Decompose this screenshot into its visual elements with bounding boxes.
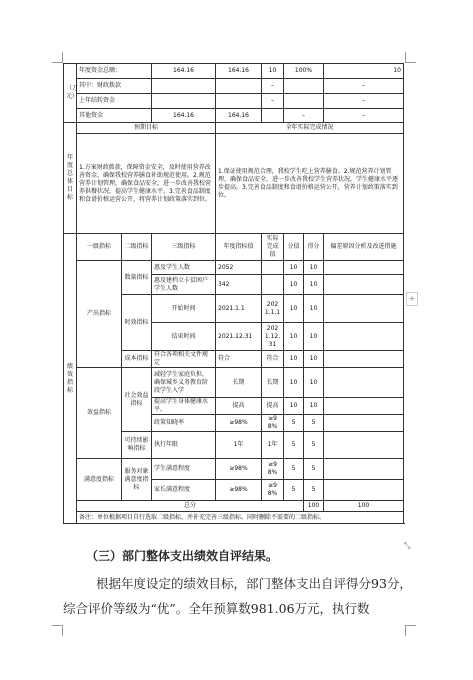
indicator-deviation	[324, 398, 404, 415]
body-paragraph-line-2: 综合评价等级为“优”。全年预算数981.06万元，执行数	[63, 601, 370, 616]
budget-row-fiscal	[64, 79, 404, 94]
quantity-indicator-label: 数量指标	[122, 261, 152, 295]
indicator-target: 2021.1.1	[216, 295, 262, 323]
budget-score: –	[324, 79, 404, 94]
indicator-score: 5	[304, 459, 324, 480]
crop-mark-top-left-v	[62, 52, 63, 63]
goals-header-row	[64, 123, 404, 134]
budget-row-other	[64, 109, 404, 123]
indicator-score: 5	[304, 480, 324, 501]
budget-score: –	[324, 109, 404, 123]
indicator-score: 10	[304, 323, 324, 351]
crop-mark-bottom-right-v	[405, 625, 406, 636]
indicator-deviation	[324, 368, 404, 398]
budget-row-total	[64, 64, 404, 79]
budget-rate: –	[284, 109, 324, 123]
benefit-indicator-label: 效益指标	[77, 368, 122, 459]
budget-score: –	[324, 94, 404, 109]
timeliness-indicator-label: 时效指标	[122, 295, 152, 351]
performance-table	[63, 63, 404, 524]
indicator-deviation	[324, 459, 404, 480]
indicator-weight: 10	[284, 295, 304, 323]
indicator-score: 10	[304, 261, 324, 275]
budget-label: 上年结转资金	[77, 94, 152, 109]
indicator-name: 执行年限	[152, 432, 216, 459]
indicator-target: 提高	[216, 398, 262, 415]
budget-weight	[262, 109, 284, 123]
indicator-score: 10	[304, 398, 324, 415]
total-label: 总分	[77, 501, 304, 512]
budget-actual	[216, 94, 262, 109]
budget-score: 10	[324, 64, 404, 79]
goals-actual-text: 1.保证使用规范合理，我校学生吃上营养膳食。2.规范营养计划管理，确保食品安全，进一步改善我校学生营养状况，学生健康水平逐步提高。3.完善食品制度和食谱价格运营公开，营养计划政策落实到位。	[216, 134, 404, 234]
indicator-actual: 提高	[262, 398, 284, 415]
indicator-actual: 2021.1.1	[262, 295, 284, 323]
indicator-deviation	[324, 323, 404, 351]
budget-actual	[216, 79, 262, 94]
indicator-name: 惠及建档立卡贫困户学生人数	[152, 275, 216, 295]
budget-rate: 100%	[284, 64, 324, 79]
indicator-deviation	[324, 275, 404, 295]
table-resize-handle-icon[interactable]: ⤡	[404, 541, 411, 550]
budget-plan: 164.16	[152, 109, 216, 123]
indicator-actual	[262, 261, 284, 275]
budget-label: 其中：财政拨款	[77, 79, 152, 94]
budget-plan	[152, 79, 216, 94]
crop-mark-top-right-h	[405, 62, 416, 63]
body-paragraph-line-1: 根据年度设定的绩效目标，部门整体支出自评得分93分，	[96, 576, 412, 591]
indicator-name: 结束时间	[152, 323, 216, 351]
table-row	[64, 368, 404, 398]
budget-plan: 164.16	[152, 64, 216, 79]
indicator-deviation	[324, 261, 404, 275]
indicator-deviation	[324, 295, 404, 323]
total-score: 100	[324, 501, 404, 512]
crop-mark-bottom-left-v	[62, 625, 63, 636]
budget-weight: 10	[262, 64, 284, 79]
indicator-target: ≥98%	[216, 459, 262, 480]
indicator-name: 减轻学生家庭负担，确保城乡义务教育阶段学生入学	[152, 368, 216, 398]
indicator-weight: 5	[284, 415, 304, 432]
indicator-weight: 10	[284, 323, 304, 351]
budget-label: 年度资金总额：	[77, 64, 152, 79]
header-level3: 三级指标	[152, 234, 216, 261]
table-note: 备注：单位根据项目自行选取二级指标，并补充完善三级指标。同时删除不需要的二级指标。	[77, 512, 404, 524]
cost-indicator-label: 成本指标	[122, 351, 152, 368]
indicator-actual: 1年	[262, 432, 284, 459]
indicator-weight: 5	[284, 432, 304, 459]
header-level2: 二级指标	[122, 234, 152, 261]
indicator-score: 10	[304, 351, 324, 368]
social-indicator-label: 社会效益指标	[122, 368, 152, 432]
indicator-name: 学生满意程度	[152, 459, 216, 480]
indicator-deviation	[324, 351, 404, 368]
service-indicator-label: 服务对象满意度指标	[122, 459, 152, 501]
table-row	[64, 261, 404, 275]
total-weight: 100	[304, 501, 324, 512]
indicator-score: 5	[304, 415, 324, 432]
budget-actual: 164.16	[216, 109, 262, 123]
header-weight: 分值	[284, 234, 304, 261]
indicator-name: 符合各项相关文件规定	[152, 351, 216, 368]
satisfaction-indicator-label: 满意度指标	[77, 459, 122, 501]
indicator-score: 10	[304, 275, 324, 295]
indicator-name: 政策知晓率	[152, 415, 216, 432]
output-indicator-label: 产出指标	[77, 261, 122, 368]
indicator-weight: 5	[284, 459, 304, 480]
indicator-actual: ≥98%	[262, 480, 284, 501]
indicator-deviation	[324, 415, 404, 432]
goals-side-label: 年度总体目标	[64, 123, 77, 234]
indicator-weight: 5	[284, 480, 304, 501]
indicator-target: 符合	[216, 351, 262, 368]
crop-mark-bottom-right-h	[405, 625, 416, 626]
goals-text-row	[64, 134, 404, 234]
indicator-weight: 10	[284, 398, 304, 415]
indicator-actual: 2021.12.31	[262, 323, 284, 351]
indicator-weight: 10	[284, 261, 304, 275]
note-row	[64, 512, 404, 524]
indicator-target: ≥98%	[216, 415, 262, 432]
indicator-name: 提高学生身体健康水平。	[152, 398, 216, 415]
budget-weight: –	[262, 79, 284, 94]
total-row	[64, 501, 404, 512]
indicator-name: 开始时间	[152, 295, 216, 323]
indicator-weight: 10	[284, 351, 304, 368]
goals-expected-header: 预期目标	[77, 123, 216, 134]
table-row	[64, 459, 404, 480]
header-level1: 一级指标	[77, 234, 122, 261]
crop-mark-top-right-v	[405, 52, 406, 63]
indicator-deviation	[324, 432, 404, 459]
indicator-score: 10	[304, 295, 324, 323]
budget-row-carryover	[64, 94, 404, 109]
performance-side-label: 绩效指标	[64, 234, 77, 524]
goals-expected-text: 1.方案财政拨款，保障资金安全，及时使用营养改善资金，确保我校营养膳食补助规范使用。2.规范营养计划管理，确保食品安全，进一步改善我校营养供餐状况，提高学生健康水平。3.完善食品制度和食谱价格运营公开，将营养计划政策落实到位。	[77, 134, 216, 234]
budget-rate	[284, 94, 324, 109]
indicator-name: 家长满意程度	[152, 480, 216, 501]
indicator-score: 10	[304, 368, 324, 398]
indicator-weight: 10	[284, 275, 304, 295]
performance-header-row	[64, 234, 404, 261]
budget-weight: –	[262, 94, 284, 109]
indicator-target: 342	[216, 275, 262, 295]
indicator-actual: 长期	[262, 368, 284, 398]
indicator-actual: ≥98%	[262, 459, 284, 480]
indicator-name: 惠及学生人数	[152, 261, 216, 275]
indicator-target: 1年	[216, 432, 262, 459]
indicator-target: ≥98%	[216, 480, 262, 501]
budget-actual: 164.16	[216, 64, 262, 79]
indicator-actual: 符合	[262, 351, 284, 368]
indicator-target: 2052	[216, 261, 262, 275]
indicator-actual	[262, 275, 284, 295]
indicator-target: 2021.12.31	[216, 323, 262, 351]
goals-actual-header: 全年实际完成情况	[216, 123, 404, 134]
header-target: 年度指标值	[216, 234, 262, 261]
indicator-score: 5	[304, 432, 324, 459]
budget-plan	[152, 94, 216, 109]
header-actual: 实际完成值	[262, 234, 284, 261]
indicator-weight: 10	[284, 368, 304, 398]
budget-label: 其他资金	[77, 109, 152, 123]
sustain-indicator-label: 可持续影响指标	[122, 432, 152, 459]
indicator-target: 长期	[216, 368, 262, 398]
budget-rate	[284, 79, 324, 94]
header-deviation: 偏差原因分析及改进措施	[324, 234, 404, 261]
header-score: 得分	[304, 234, 324, 261]
section-heading: （三）部门整体支出绩效自评结果。	[86, 549, 279, 563]
indicator-actual: ≥98%	[262, 415, 284, 432]
add-row-icon[interactable]: +	[406, 292, 418, 306]
budget-unit-label: （万元）	[64, 64, 77, 123]
indicator-deviation	[324, 480, 404, 501]
